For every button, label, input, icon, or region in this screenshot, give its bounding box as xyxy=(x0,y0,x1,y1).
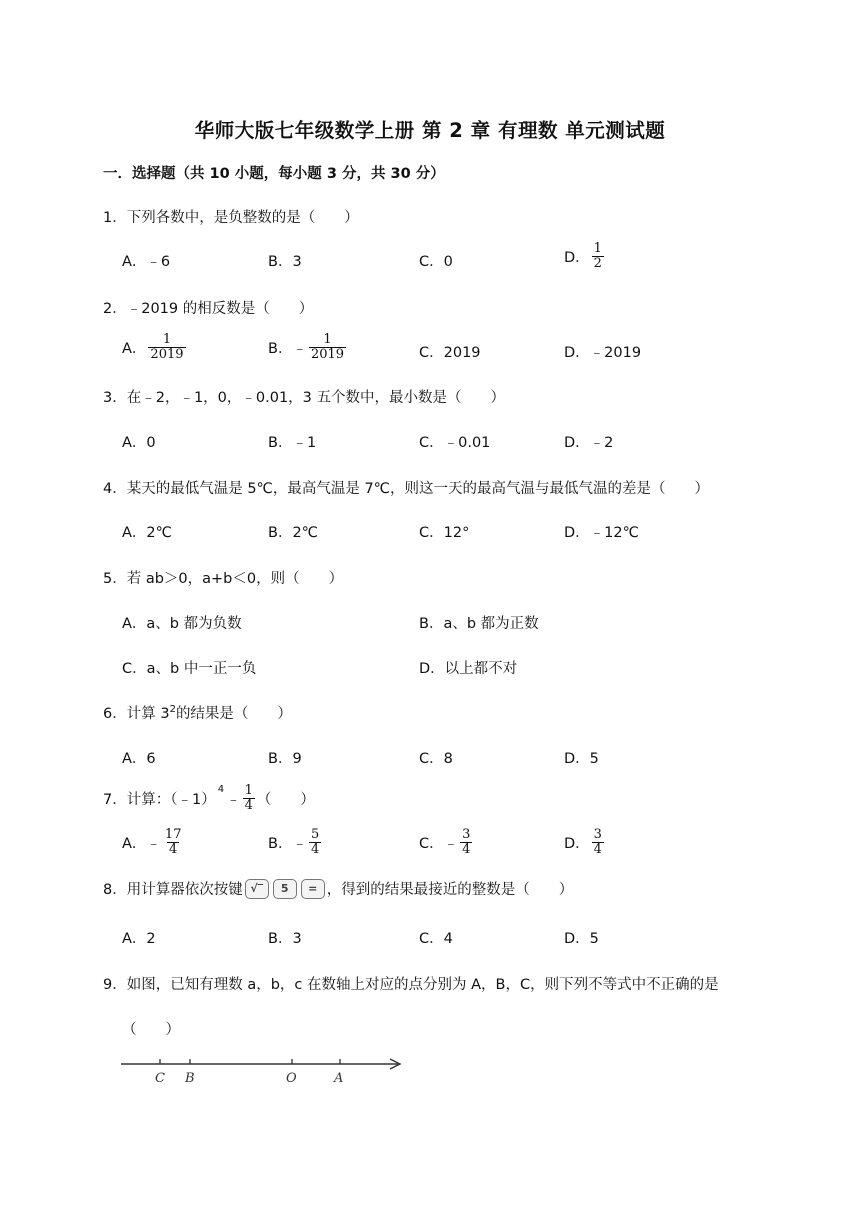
question-8-stem: 8．用计算器依次按键 √‾ 5 = ，得到的结果最接近的整数是（ ） xyxy=(103,878,573,899)
equals-key-icon: = xyxy=(301,879,325,899)
section-heading: 一．选择题（共 10 小题，每小题 3 分，共 30 分） xyxy=(103,166,445,182)
question-4-stem: 4．某天的最低气温是 5℃，最高气温是 7℃，则这一天的最高气温与最低气温的差是（ ） xyxy=(103,481,709,497)
question-7-stem: 7．计算：（﹣1） $^4$ ﹣ $\frac{1}{4}$ （ ） xyxy=(103,783,315,813)
question-2-option-a: A． $\frac{1}{2019}$ xyxy=(122,332,184,362)
question-2-stem: 2．﹣2019 的相反数是（ ） xyxy=(103,301,314,317)
fraction: $\frac{1}{2019}$ xyxy=(150,332,184,362)
axis-label-a: A xyxy=(334,1071,344,1086)
question-7-option-c: C．﹣ $\frac{3}{4}$ xyxy=(419,827,471,857)
question-1-option-c: C．0 xyxy=(419,254,453,270)
question-8-option-a: A．2 xyxy=(122,931,156,947)
axis-label-o: O xyxy=(286,1071,297,1086)
question-8-option-d: D．5 xyxy=(564,931,599,947)
question-3-option-c: C．﹣0.01 xyxy=(419,435,491,451)
question-7-option-b: B．﹣ $\frac{5}{4}$ xyxy=(268,827,320,857)
question-4-option-c: C．12° xyxy=(419,525,470,541)
question-6-option-d: D．5 xyxy=(564,751,599,767)
question-8-option-c: C．4 xyxy=(419,931,453,947)
question-5-stem: 5．若 ab＞0，a+b＜0，则（ ） xyxy=(103,571,344,587)
question-9-stem-line2: （ ） xyxy=(122,1022,180,1038)
axis-label-b: B xyxy=(185,1071,195,1086)
question-7-option-a: A．﹣ $\frac{17}{4}$ xyxy=(122,827,182,857)
question-5-option-d: D．以上都不对 xyxy=(419,661,518,677)
question-6-option-a: A．6 xyxy=(122,751,156,767)
number-line-figure xyxy=(118,1048,408,1088)
fraction: $\frac{1}{4}$ xyxy=(244,783,253,813)
question-2-option-c: C．2019 xyxy=(419,345,481,361)
question-3-stem: 3．在﹣2，﹣1，0，﹣0.01，3 五个数中，最小数是（ ） xyxy=(103,390,506,406)
question-4-option-b: B．2℃ xyxy=(268,525,318,541)
question-6-option-c: C．8 xyxy=(419,751,453,767)
question-3-option-b: B．﹣1 xyxy=(268,435,317,451)
question-7-option-d: D． $\frac{3}{4}$ xyxy=(564,827,602,857)
question-4-option-d: D．﹣12℃ xyxy=(564,525,639,541)
question-8-option-b: B．3 xyxy=(268,931,302,947)
fraction: $\frac{5}{4}$ xyxy=(310,827,320,857)
question-6-stem: 6．计算 $3^2$的结果是（ ） xyxy=(103,704,292,722)
question-1-stem: 1．下列各数中，是负整数的是（ ） xyxy=(103,210,359,226)
question-6-option-b: B．9 xyxy=(268,751,302,767)
question-4-option-a: A．2℃ xyxy=(122,525,172,541)
question-1-option-d: D． $\frac{1}{2}$ xyxy=(564,241,602,271)
fraction: $\frac{1}{2019}$ xyxy=(310,332,345,362)
fraction: $\frac{3}{4}$ xyxy=(462,827,471,857)
question-1-option-b: B．3 xyxy=(268,254,302,270)
question-2-option-b: B．﹣ $\frac{1}{2019}$ xyxy=(268,332,345,362)
sqrt-key-icon: √‾ xyxy=(245,879,269,899)
fraction: $\frac{3}{4}$ xyxy=(593,827,602,857)
exponent: 4 xyxy=(217,784,225,795)
question-5-option-b: B．a、b 都为正数 xyxy=(419,616,539,632)
question-9-stem: 9．如图，已知有理数 a，b，c 在数轴上对应的点分别为 A，B，C，则下列不等式中不正确的是 xyxy=(103,977,719,993)
question-1-option-a: A．﹣6 xyxy=(122,254,171,270)
page-title: 华师大版七年级数学上册 第 2 章 有理数 单元测试题 xyxy=(194,119,666,142)
five-key-icon: 5 xyxy=(273,879,297,899)
fraction: $\frac{17}{4}$ xyxy=(164,827,182,857)
axis-label-c: C xyxy=(155,1071,165,1086)
exponent: 2 xyxy=(169,704,176,716)
question-2-option-d: D．﹣2019 xyxy=(564,345,642,361)
question-3-option-a: A．0 xyxy=(122,435,156,451)
fraction: $\frac{1}{2}$ xyxy=(593,241,602,271)
question-5-option-c: C．a、b 中一正一负 xyxy=(122,661,257,677)
question-5-option-a: A．a、b 都为负数 xyxy=(122,616,242,632)
question-3-option-d: D．﹣2 xyxy=(564,435,614,451)
